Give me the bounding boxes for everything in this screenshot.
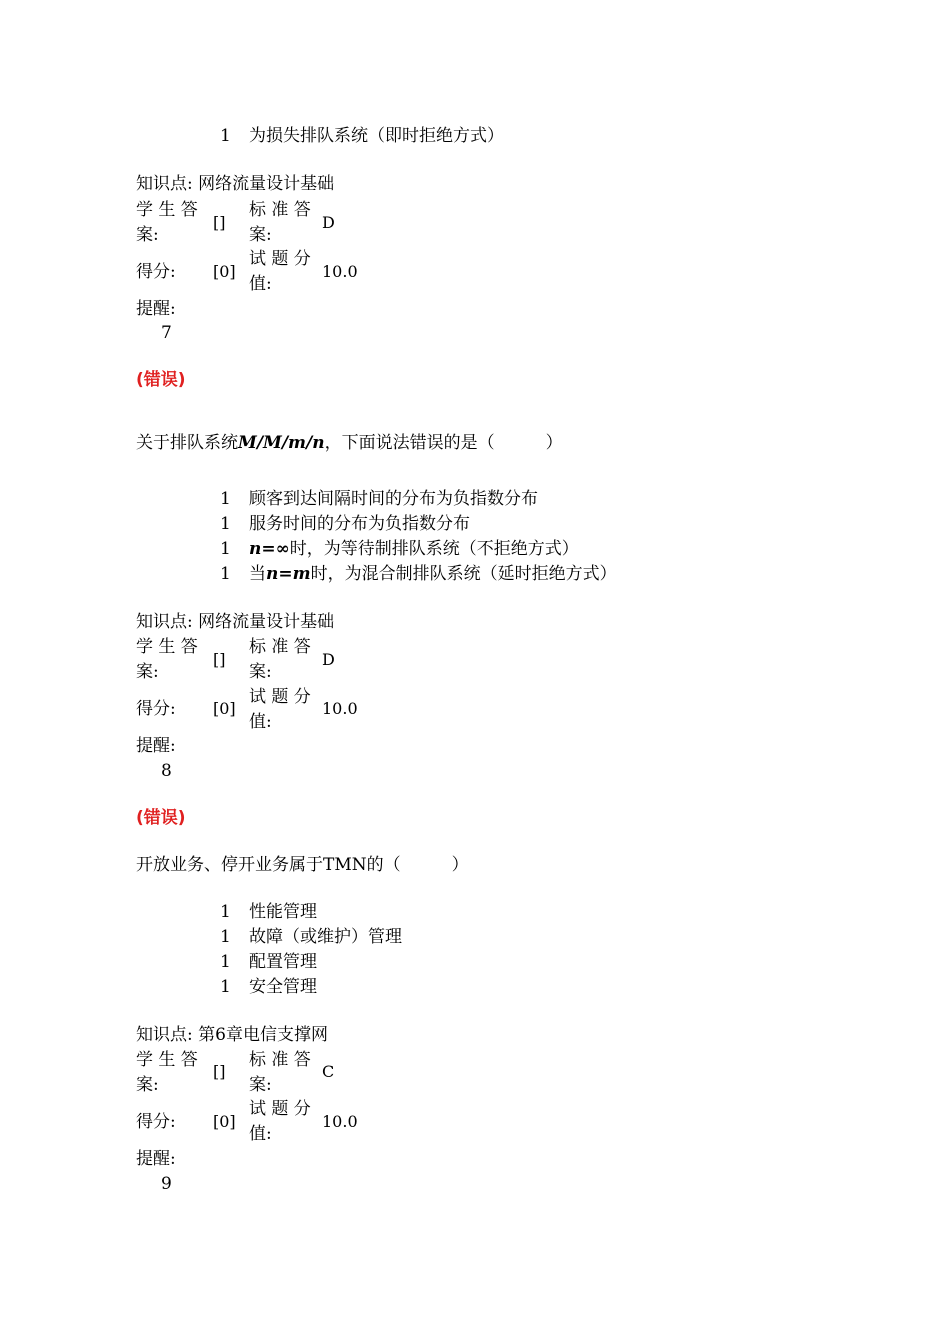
option-prefix: 当 bbox=[249, 564, 266, 584]
standard-answer-label-2: 案: bbox=[249, 225, 272, 245]
option-formula: n=∞ bbox=[249, 539, 290, 559]
standard-answer-label: 标 准 答 bbox=[249, 637, 311, 657]
question-number: 9 bbox=[161, 1174, 172, 1194]
reminder-label: 提醒: bbox=[136, 736, 176, 756]
question-number: 7 bbox=[161, 323, 172, 343]
standard-answer-label-2: 案: bbox=[249, 662, 272, 682]
score-value: [0] bbox=[213, 262, 236, 281]
knowledge-point: 知识点: 网络流量设计基础 bbox=[136, 612, 335, 632]
option-text: 配置管理 bbox=[249, 952, 317, 972]
option-number: 1 bbox=[220, 514, 231, 534]
stem-prefix: 关于排队系统 bbox=[136, 433, 238, 453]
standard-answer-value: D bbox=[322, 213, 335, 232]
option-formula: n=m bbox=[266, 564, 311, 584]
option-text: 服务时间的分布为负指数分布 bbox=[249, 514, 470, 534]
score-label: 得分: bbox=[136, 262, 176, 282]
standard-answer-value: C bbox=[322, 1062, 335, 1081]
student-answer-label-2: 案: bbox=[136, 1075, 159, 1095]
option-text-body: 时，为等待制排队系统（不拒绝方式） bbox=[289, 539, 579, 559]
option-text: 为损失排队系统（即时拒绝方式） bbox=[249, 126, 504, 146]
option-number: 1 bbox=[220, 539, 231, 559]
full-score-label: 试 题 分 bbox=[249, 687, 311, 707]
stem-formula: M/M/m/n bbox=[238, 433, 325, 453]
score-value: [0] bbox=[213, 699, 236, 718]
student-answer-value: [] bbox=[213, 650, 226, 669]
knowledge-point: 知识点: 网络流量设计基础 bbox=[136, 174, 335, 194]
option-number: 1 bbox=[220, 902, 231, 922]
full-score-value: 10.0 bbox=[322, 262, 358, 281]
option-number: 1 bbox=[220, 977, 231, 997]
option-text: 故障（或维护）管理 bbox=[249, 927, 402, 947]
full-score-value: 10.0 bbox=[322, 1112, 358, 1131]
option-number: 1 bbox=[220, 564, 231, 584]
score-label: 得分: bbox=[136, 1112, 176, 1132]
status-badge: (错误) bbox=[136, 370, 186, 390]
option-number: 1 bbox=[220, 126, 231, 146]
option-number: 1 bbox=[220, 927, 231, 947]
full-score-label-2: 值: bbox=[249, 1124, 272, 1144]
reminder-label: 提醒: bbox=[136, 1149, 176, 1169]
option-text: 顾客到达间隔时间的分布为负指数分布 bbox=[249, 489, 538, 509]
question-stem: 开放业务、停开业务属于TMN的（ ） bbox=[136, 855, 469, 875]
option-text bbox=[249, 541, 579, 558]
option-number: 1 bbox=[220, 489, 231, 509]
knowledge-point: 知识点: 第6章电信支撑网 bbox=[136, 1025, 328, 1045]
full-score-label-2: 值: bbox=[249, 712, 272, 732]
option-number: 1 bbox=[220, 952, 231, 972]
standard-answer-label: 标 准 答 bbox=[249, 1050, 311, 1070]
question-number: 8 bbox=[161, 761, 172, 781]
full-score-label: 试 题 分 bbox=[249, 249, 311, 269]
question-stem bbox=[136, 435, 563, 452]
stem-suffix: ，下面说法错误的是（ ） bbox=[324, 433, 563, 453]
student-answer-label: 学 生 答 bbox=[136, 1050, 198, 1070]
standard-answer-value: D bbox=[322, 650, 335, 669]
full-score-label: 试 题 分 bbox=[249, 1099, 311, 1119]
student-answer-label-2: 案: bbox=[136, 662, 159, 682]
full-score-label-2: 值: bbox=[249, 274, 272, 294]
standard-answer-label-2: 案: bbox=[249, 1075, 272, 1095]
standard-answer-label: 标 准 答 bbox=[249, 200, 311, 220]
option-text-body: 时，为混合制排队系统（延时拒绝方式） bbox=[310, 564, 617, 584]
score-value: [0] bbox=[213, 1112, 236, 1131]
score-label: 得分: bbox=[136, 699, 176, 719]
full-score-value: 10.0 bbox=[322, 699, 358, 718]
student-answer-value: [] bbox=[213, 213, 226, 232]
student-answer-value: [] bbox=[213, 1062, 226, 1081]
student-answer-label: 学 生 答 bbox=[136, 200, 198, 220]
student-answer-label-2: 案: bbox=[136, 225, 159, 245]
option-text: 安全管理 bbox=[249, 977, 317, 997]
student-answer-label: 学 生 答 bbox=[136, 637, 198, 657]
reminder-label: 提醒: bbox=[136, 299, 176, 319]
status-badge: (错误) bbox=[136, 808, 186, 828]
option-text: 性能管理 bbox=[249, 902, 317, 922]
option-text bbox=[249, 566, 617, 583]
